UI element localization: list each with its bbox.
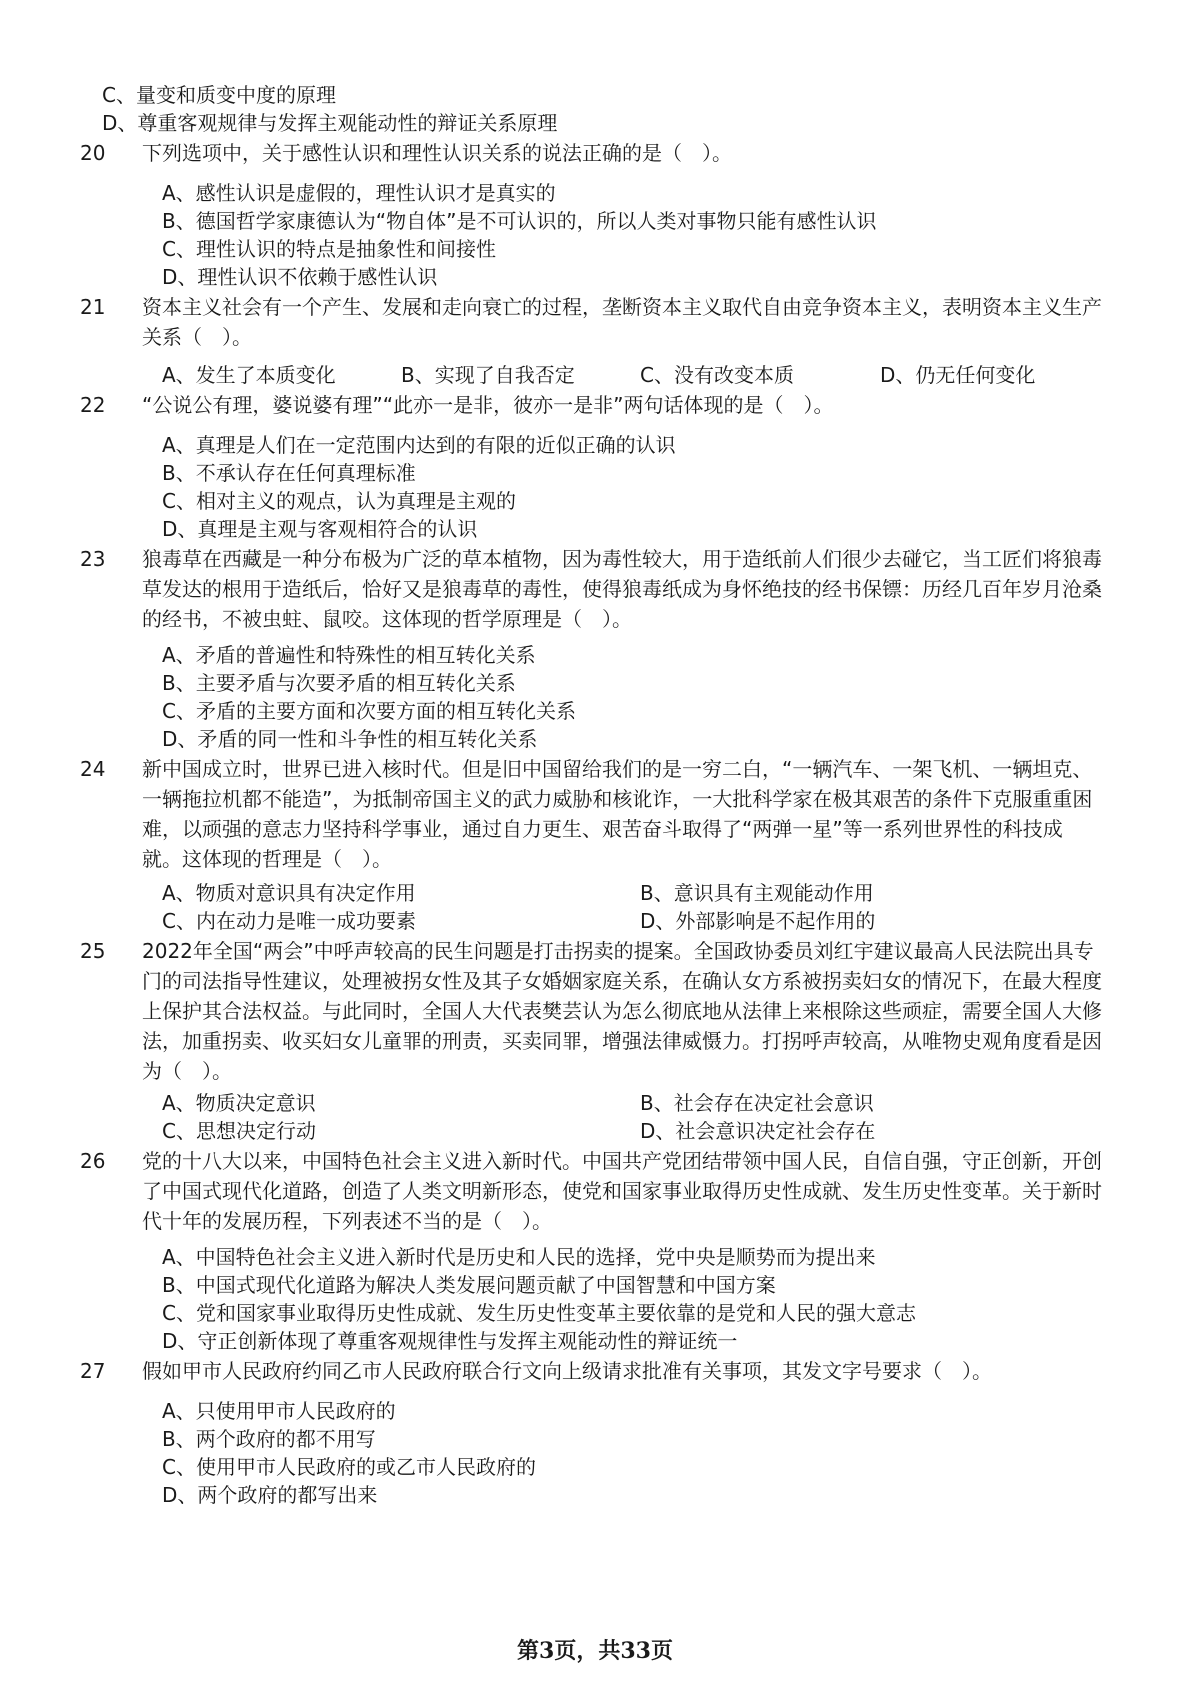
option-d-previous: D、尊重客观规律与发挥主观能动性的辩证关系原理 [102,111,558,135]
option-d: D、两个政府的都写出来 [162,1483,378,1507]
option-d: D、社会意识决定社会存在 [640,1119,876,1143]
question-text: 下列选项中，关于感性认识和理性认识关系的说法正确的是（ ）。 [142,141,732,165]
question-text: 资本主义社会有一个产生、发展和走向衰亡的过程，垄断资本主义取代自由竞争资本主义，表明资本主义生产关系（ ）。 [142,295,1102,349]
option-b: B、主要矛盾与次要矛盾的相互转化关系 [162,671,516,695]
question-number: 20 [80,141,106,165]
option-c: C、思想决定行动 [162,1119,316,1143]
option-b: B、社会存在决定社会意识 [640,1091,874,1115]
option-c: C、使用甲市人民政府的或乙市人民政府的 [162,1455,536,1479]
option-a: A、物质决定意识 [162,1091,316,1115]
option-c: C、矛盾的主要方面和次要方面的相互转化关系 [162,699,576,723]
option-b: B、实现了自我否定 [401,363,575,387]
option-c-previous: C、量变和质变中度的原理 [102,83,336,107]
option-a: A、矛盾的普遍性和特殊性的相互转化关系 [162,643,536,667]
option-d: D、守正创新体现了尊重客观规律性与发挥主观能动性的辩证统一 [162,1329,738,1353]
option-c: C、相对主义的观点，认为真理是主观的 [162,489,516,513]
option-d: D、理性认识不依赖于感性认识 [162,265,438,289]
option-a: A、中国特色社会主义进入新时代是历史和人民的选择，党中央是顺势而为提出来 [162,1245,876,1269]
question-text: “公说公有理，婆说婆有理”“此亦一是非，彼亦一是非”两句话体现的是（ ）。 [142,393,834,417]
option-b: B、中国式现代化道路为解决人类发展问题贡献了中国智慧和中国方案 [162,1273,776,1297]
question-number: 21 [80,295,106,319]
question-number: 22 [80,393,106,417]
question-number: 23 [80,547,106,571]
option-a: A、感性认识是虚假的，理性认识才是真实的 [162,181,556,205]
question-text: 假如甲市人民政府约同乙市人民政府联合行文向上级请求批准有关事项，其发文字号要求（ ）。 [142,1359,992,1383]
option-c: C、理性认识的特点是抽象性和间接性 [162,237,496,261]
option-d: D、矛盾的同一性和斗争性的相互转化关系 [162,727,538,751]
option-a: A、物质对意识具有决定作用 [162,881,416,905]
question-text: 党的十八大以来，中国特色社会主义进入新时代。中国共产党团结带领中国人民，自信自强，守正创新，开创了中国式现代化道路，创造了人类文明新形态，使党和国家事业取得历史性成就、发生历史性变革。关于新时代十年的发展历程，下列表述不当的是（ ）。 [142,1149,1102,1233]
option-d: D、真理是主观与客观相符合的认识 [162,517,478,541]
question-number: 27 [80,1359,106,1383]
question-text: 狼毒草在西藏是一种分布极为广泛的草本植物，因为毒性较大，用于造纸前人们很少去碰它，当工匠们将狼毒草发达的根用于造纸后，恰好又是狼毒草的毒性，使得狼毒纸成为身怀绝技的经书保镖：历经几百年岁月沧桑的经书，不被虫蛀、鼠咬。这体现的哲学原理是（ ）。 [142,547,1102,631]
option-a: A、只使用甲市人民政府的 [162,1399,396,1423]
option-d: D、仍无任何变化 [880,363,1036,387]
option-d: D、外部影响是不起作用的 [640,909,876,933]
page-footer: 第3页，共33页 [517,1638,673,1664]
question-text: 新中国成立时，世界已进入核时代。但是旧中国留给我们的是一穷二白，“一辆汽车、一架飞机、一辆坦克、一辆拖拉机都不能造”，为抵制帝国主义的武力威胁和核讹诈，一大批科学家在极其艰苦的条件下克服重重困难，以顽强的意志力坚持科学事业，通过自力更生、艰苦奋斗取得了“两弹一星”等一系列世界性的科技成就。这体现的哲理是（ ）。 [142,757,1093,871]
option-a: A、真理是人们在一定范围内达到的有限的近似正确的认识 [162,433,676,457]
option-c: C、内在动力是唯一成功要素 [162,909,416,933]
question-number: 25 [80,939,106,963]
option-b: B、意识具有主观能动作用 [640,881,874,905]
question-text: 2022年全国“两会”中呼声较高的民生问题是打击拐卖的提案。全国政协委员刘红宇建议最高人民法院出具专门的司法指导性建议，处理被拐女性及其子女婚姻家庭关系，在确认女方系被拐卖妇女的情况下，在最大程度上保护其合法权益。与此同时，全国人大代表樊芸认为怎么彻底地从法律上来根除这些顽症，需要全国人大修法，加重拐卖、收买妇女儿童罪的刑责，买卖同罪，增强法律威慑力。打拐呼声较高，从唯物史观角度看是因为（ ）。 [142,939,1102,1083]
option-b: B、德国哲学家康德认为“物自体”是不可认识的，所以人类对事物只能有感性认识 [162,209,877,233]
option-a: A、发生了本质变化 [162,363,336,387]
option-c: C、没有改变本质 [640,363,794,387]
option-b: B、两个政府的都不用写 [162,1427,376,1451]
question-number: 26 [80,1149,106,1173]
question-number: 24 [80,757,106,781]
option-b: B、不承认存在任何真理标准 [162,461,416,485]
option-c: C、党和国家事业取得历史性成就、发生历史性变革主要依靠的是党和人民的强大意志 [162,1301,916,1325]
